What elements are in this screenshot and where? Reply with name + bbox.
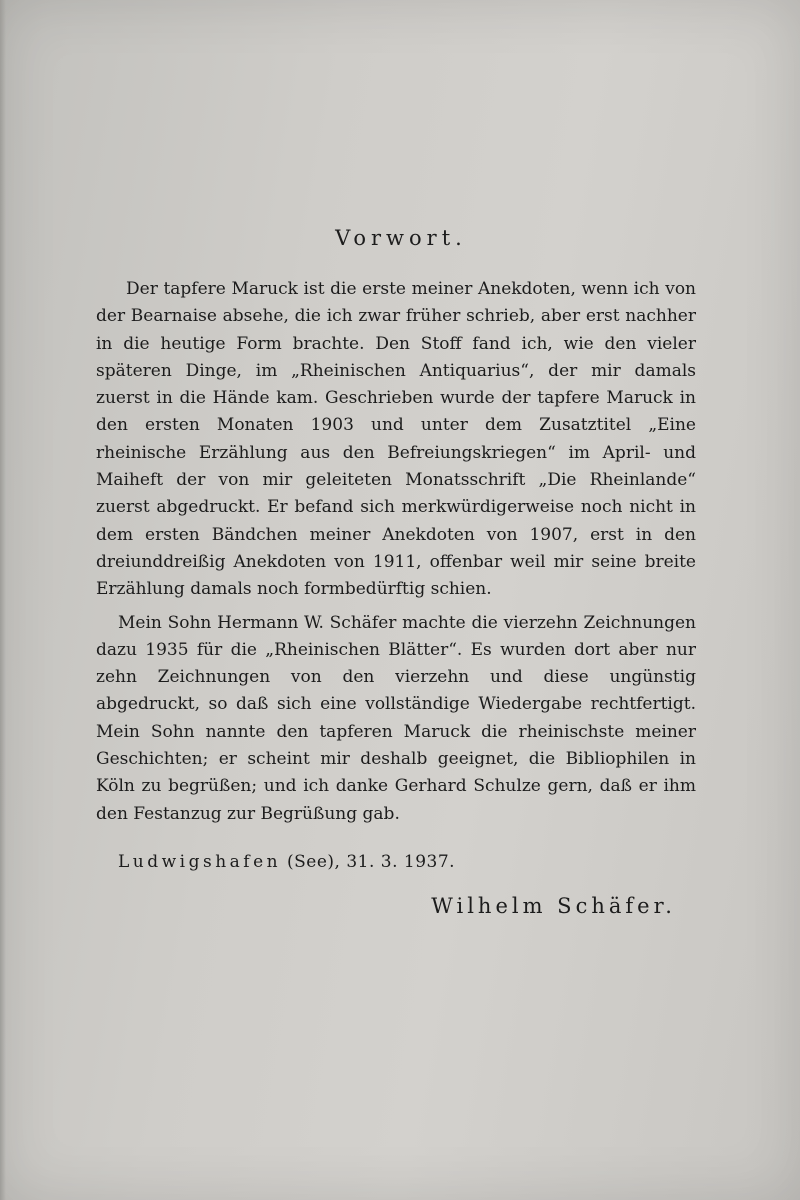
- paragraph-1: Der tapfere Maruck ist die erste meiner Anekdoten, wenn ich von der Bearnaise absehe, die ich zwar früher schrieb, aber erst nachher in die heutige Form brachte. Den Stoff fand ich, wie den vieler späteren Dinge, im „Rheinischen Antiquarius“, der mir damals zuerst in die Hände kam. Geschrieben wurde der tapfere Maruck in den ersten Monaten 1903 und unter dem Zusatztitel „Eine rheinische Erzählung aus den Befreiungskriegen“ im April- und Maiheft der von mir geleiteten Monatsschrift „Die Rheinlande“ zuerst abgedruckt. Er befand sich merkwürdigerweise noch nicht in dem ersten Bändchen meiner Anekdoten von 1907, erst in den dreiunddreißig Anekdoten von 1911, offenbar weil mir seine breite Erzählung damals noch formbedürftig schien.: [96, 279, 696, 600]
- page-title: Vorwort.: [335, 226, 467, 250]
- place-and-date: [96, 852, 696, 872]
- place-name: Ludwigshafen: [118, 851, 282, 872]
- page-edge-shadow: [0, 0, 6, 1200]
- author-signature: Wilhelm Schäfer.: [431, 893, 676, 918]
- paragraph-2: Mein Sohn Hermann W. Schäfer machte die vierzehn Zeichnungen dazu 1935 für die „Rheinischen Blätter“. Es wurden dort aber nur zehn Zeichnungen von den vierzehn und diese ungünstig abgedruckt, so daß sich eine vollständige Wiedergabe rechtfertigt. Mein Sohn nannte den tapferen Maruck die rheinischste meiner Geschichten; er scheint mir deshalb geeignet, die Bibliophilen in Köln zu begrüßen; und ich danke Gerhard Schulze gern, daß er ihm den Festanzug zur Begrüßung gab.: [96, 612, 696, 824]
- date-line: (See), 31. 3. 1937.: [287, 851, 456, 872]
- preface-text-block: [96, 226, 696, 918]
